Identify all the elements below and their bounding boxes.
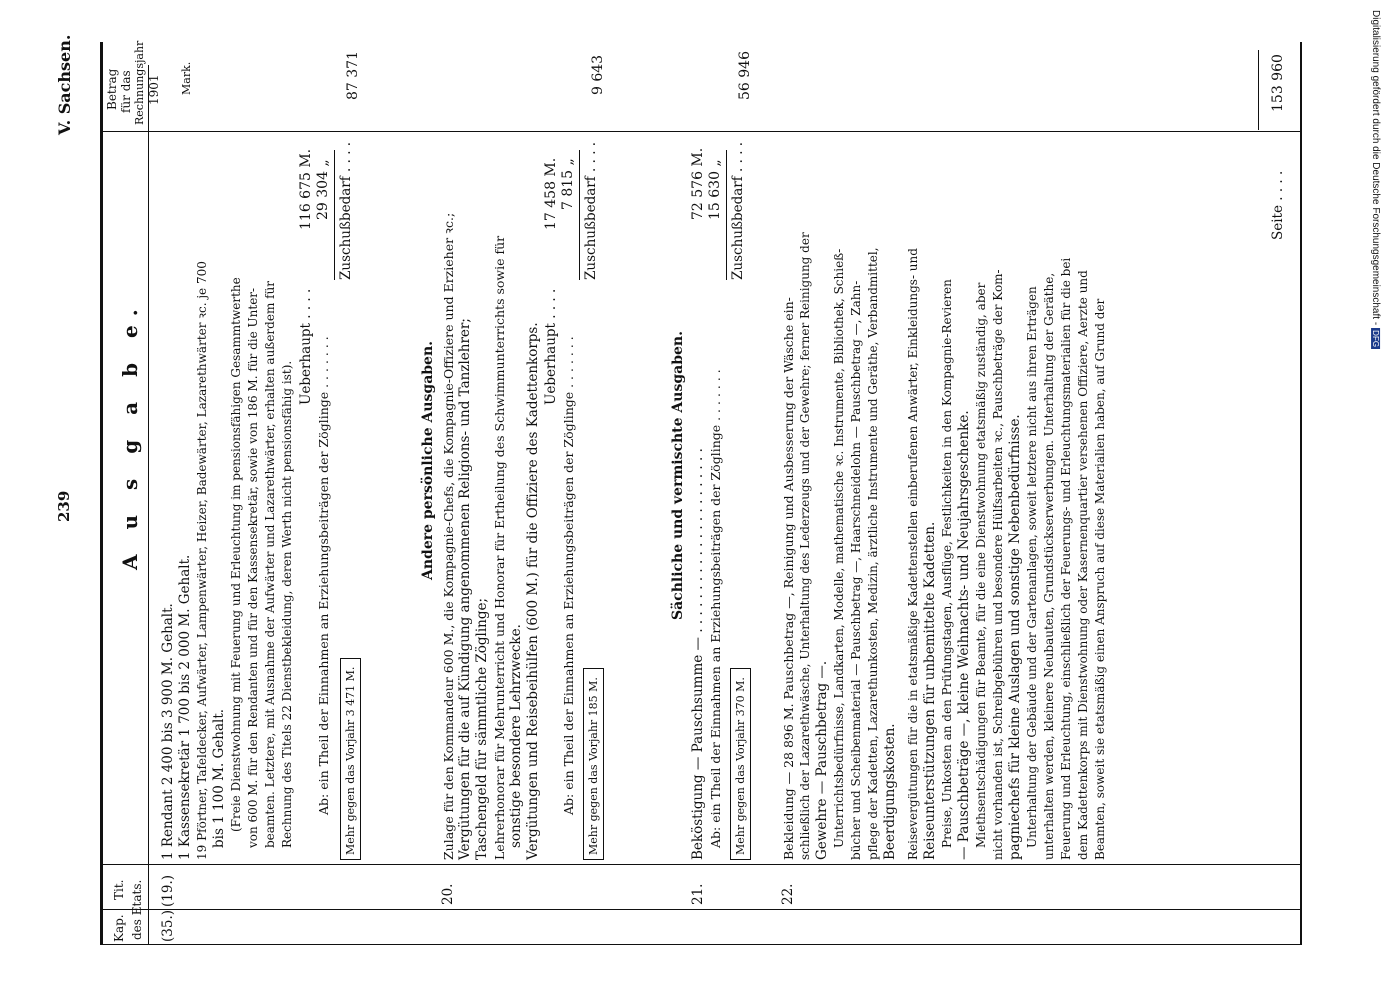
dfg-logo: DFG [1371, 330, 1380, 348]
s1-total: 87 371 [345, 51, 361, 100]
s2-line-5: sonstige besondere Lehrzwecke. [508, 624, 524, 848]
s2-ueberhaupt-value: 17 458 M. [543, 157, 559, 230]
s4-line-19: Beamten, soweit sie etatsmäßig einen Anspruch auf diese Materialien haben, auf Grund der [1093, 298, 1107, 860]
s4-tit: 22. [780, 883, 796, 905]
header-betrag-unit: Mark. [180, 61, 193, 95]
s1-line-1: 1 Rendant 2 400 bis 3 900 M. Gehalt. [160, 603, 176, 860]
footer-total: 153 960 [1270, 54, 1286, 112]
header-betrag-4: 1901 [147, 74, 161, 105]
s1-mehr-box [340, 658, 361, 860]
s3-mehr-box [730, 668, 751, 860]
s1-ab-label: Ab: ein Theil der Einnahmen an Erziehungsbeiträgen der Zöglinge . . . . . . . [316, 336, 331, 815]
s2-mehr-text: Mehr gegen das Vorjahr 185 M. [587, 677, 600, 855]
s3-zuschuss-label: Zuschußbedarf . . . . [730, 141, 746, 280]
s1-kap: (35.) [160, 909, 176, 942]
footer-label: Seite . . . . [1270, 170, 1286, 240]
s2-ab-value: 7 815 „ [560, 158, 576, 210]
s4-line-6: pflege der Kadetten, Lazarethunkosten, Medizin, ärztliche Instrumente und Geräthe, Verbandmittel, [866, 247, 880, 860]
s3-sum-rule [726, 150, 727, 280]
s1-sum-rule [334, 150, 335, 280]
s4-line-16: unterhalten werden, kleinere Neubauten, Grundstückserwerbungen. Unterhaltung der Geräthe, [1042, 272, 1056, 860]
s1-line-7: beamten. Letztere, mit Ausnahme der Aufwärter und Lazarethwärter, erhalten außerdem für [263, 280, 277, 848]
digitization-note-text: Digitalisierung gefördert durch die Deutsche Forschungsgemeinschaft - [1370, 10, 1381, 326]
s4-line-18: dem Kadettenkorps mit Dienstwohnung oder Kasernenquartier versehenen Offiziere, Aerzte und [1076, 270, 1090, 860]
s3-mehr-text: Mehr gegen das Vorjahr 370 M. [734, 677, 747, 855]
s2-total: 9 643 [590, 54, 606, 95]
table-bottom-rule [1300, 42, 1302, 945]
header-des-etats: des Etats. [130, 879, 144, 940]
s4-line-15: Unterhaltung der Gebäude und der Gartenanlagen, soweit letztere nicht aus ihren Erträgen [1025, 286, 1039, 848]
s1-mehr-text: Mehr gegen das Vorjahr 3 471 M. [344, 666, 357, 855]
s4-line-7: Beerdigungskosten. [882, 723, 898, 860]
s4-line-5: bücher und Scheibenmaterial — Pauschbetrag —, Haarschneidelohn — Pauschbetrag —, Zahn- [849, 280, 863, 860]
s4-line-14: pagniechefs für kleine Auslagen und sonstige Nebenbedürfnisse. [1007, 414, 1023, 860]
s2-zuschuss-label: Zuschußbedarf . . . . [583, 141, 599, 280]
header-divider [148, 65, 149, 945]
s4-line-4: Unterrichtsbedürfnisse, Landkarten, Modelle, mathematische ꝛc. Instrumente, Bibliothek, Schieß- [832, 248, 846, 848]
header-ausgabe: A u s g a b e. [118, 300, 142, 570]
s1-zuschuss-label: Zuschußbedarf . . . . [338, 141, 354, 280]
header-kap: Kap. [112, 914, 126, 942]
col-divider-betrag [100, 131, 1300, 132]
header-betrag-2: für das [119, 70, 133, 113]
section-title: V. Sachsen. [55, 34, 74, 135]
col-divider-tit [100, 909, 1300, 910]
s3-line-1-label: Beköstigung — Pauschsumme — . . . . . . . . . . . . . . . . . . . . . . [690, 448, 706, 860]
s2-line-2: Vergütungen für die auf Kündigung angenommenen Religions- und Tanzlehrer; [457, 318, 473, 860]
table-top-rule [100, 42, 103, 945]
s4-line-2: schließlich der Lazarethwäsche, Unterhaltung des Lederzeugs und der Gewehre; ferner Reinigung der [798, 232, 812, 860]
s2-ab-label: Ab: ein Theil der Einnahmen an Erziehungsbeiträgen der Zöglinge . . . . . . . [561, 336, 576, 815]
s2-heading: Andere persönliche Ausgaben. [420, 340, 436, 580]
s1-line-3: 19 Pförtner, Tafeldecker, Aufwärter, Lampenwärter, Heizer, Badewärter, Lazarethwärter ꝛc. je 700 [195, 261, 209, 860]
s2-ueberhaupt-label: Ueberhaupt . . . . [543, 288, 559, 405]
header-betrag-3: Rechnungsjahr [133, 40, 146, 125]
s4-line-9: Reiseunterstützungen für unbemittelte Kadetten. [922, 521, 938, 860]
col-divider-text [100, 864, 1300, 865]
s1-ueberhaupt-label: Ueberhaupt . . . . [298, 288, 314, 405]
s4-line-13: nicht vorhanden ist, Schreibgebühren und besondere Hülfsarbeiten ꝛc., Pauschbeträge der Kom- [991, 269, 1005, 860]
s3-total: 56 946 [737, 51, 753, 100]
s1-line-4: bis 1 100 M. Gehalt. [211, 708, 227, 848]
s4-line-1: Bekleidung — 28 896 M. Pauschbetrag —, Reinigung und Ausbesserung der Wäsche ein- [781, 297, 796, 860]
digitization-note [1370, 10, 1381, 349]
s2-line-1: Zulage für den Kommandeur 600 M., die Kompagnie-Chefs, die Kompagnie-Offiziere und Erzieher ꝛc.; [441, 212, 456, 860]
s3-line-1-value: 72 576 M. [690, 147, 706, 220]
page-number: 239 [55, 490, 73, 522]
s4-line-11: — Pauschbeträge —, kleine Weihnachts- und Neujahrsgeschenke. [956, 410, 972, 860]
s4-line-10: Preise, Unkosten an den Prüfungstagen, Ausflüge, Festlichkeiten in den Kompagnie-Revieren [940, 279, 954, 848]
s2-tit: 20. [440, 883, 456, 905]
s1-line-6: von 600 M. für den Rendanten und für den Kassensekretär, sowie von 186 M. für die Unter- [246, 287, 260, 848]
s1-tit: (19.) [160, 874, 176, 907]
s1-line-8: Rechnung des Titels 22 Dienstbekleidung, deren Werth nicht pensionsfähig ist). [280, 360, 294, 848]
s4-line-17: Feuerung und Erleuchtung, einschließlich der Feuerungs- und Erleuchtungsmaterialien für die bei [1059, 257, 1073, 860]
s1-line-2: 1 Kassensekretär 1 700 bis 2 000 M. Gehalt. [177, 554, 193, 860]
s2-line-6: Vergütungen und Reisebeihülfen (600 M.) für die Offiziere des Kadettenkorps. [525, 322, 541, 860]
s3-ab-label: Ab: ein Theil der Einnahmen an Erziehungsbeiträgen der Zöglinge . . . . . . . [708, 369, 723, 848]
header-tit: Tit. [112, 879, 126, 900]
col-divider-kap [100, 944, 1300, 945]
s4-line-12: Miethsentschädigungen für Beamte, für die eine Dienstwohnung etatsmäßig zuständig, aber [974, 282, 988, 848]
s3-tit: 21. [690, 883, 706, 905]
header-betrag-1: Betrag [105, 68, 119, 110]
s2-line-3: Taschengeld für sämmtliche Zöglinge; [474, 597, 490, 860]
s4-line-8: Reisevergütungen für die in etatsmäßige Kadettenstellen einberufenen Anwärter, Einkleidungs- und [906, 248, 920, 860]
footer-rule [1258, 50, 1259, 130]
s3-ab-value: 15 630 „ [707, 159, 723, 220]
s3-heading: Sächliche und vermischte Ausgaben. [670, 331, 686, 620]
s2-mehr-box [583, 668, 604, 860]
s1-line-5: (Freie Dienstwohnung mit Feuerung und Erleuchtung im pensionsfähigen Gesammtwerthe [229, 277, 243, 832]
s1-ueberhaupt-value: 116 675 M. [298, 148, 314, 230]
s4-line-3: Gewehre — Pauschbetrag —. [814, 660, 830, 860]
s2-sum-rule [579, 150, 580, 280]
s1-ab-value: 29 304 „ [315, 159, 331, 220]
s2-line-4: Lehrerhonorar für Mehrunterricht und Honorar für Ertheilung des Schwimmunterrichts sowie für [492, 235, 507, 860]
